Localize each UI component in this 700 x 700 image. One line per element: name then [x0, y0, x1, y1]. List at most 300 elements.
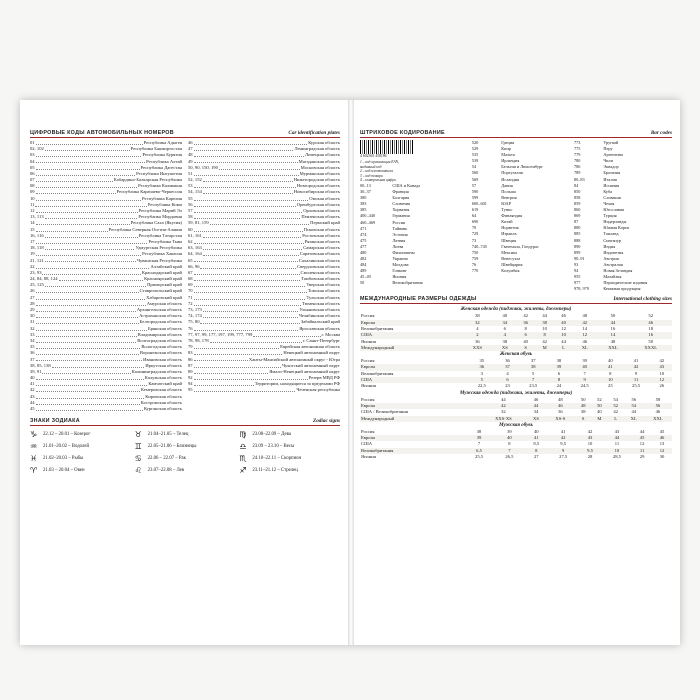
size-value: 41 [525, 435, 548, 441]
code-value: 83 [188, 350, 193, 356]
size-value: XXS-XS [481, 416, 527, 422]
dot-leader [35, 206, 146, 207]
region-name: Чеченская республика [296, 387, 340, 393]
barcode-country: Тунис [501, 207, 513, 213]
dot-leader [36, 299, 146, 300]
barcode-country: Венгрия [501, 194, 517, 200]
size-table [360, 313, 672, 351]
region-name: Астраханская область [139, 313, 182, 319]
dot-leader [45, 237, 138, 238]
code-value: 10 [30, 195, 35, 201]
size-table [360, 358, 672, 389]
zodiac-sign-icon: ♊ [134, 442, 142, 452]
barcode-prefix: 619 [471, 207, 479, 213]
dot-leader [194, 354, 283, 355]
region-name: Новосибирская область [293, 189, 340, 195]
size-value: 42 [481, 403, 527, 409]
dot-leader [36, 398, 145, 399]
size-value: 41 [600, 364, 620, 370]
dot-leader [194, 231, 303, 232]
barcode-list-1 [360, 183, 468, 287]
size-value: 23 [505, 383, 510, 389]
booklet-spread [20, 100, 680, 645]
code-value: 52, 152 [188, 177, 202, 183]
dot-leader [203, 237, 301, 238]
size-value: 24,5 [580, 383, 589, 389]
dot-leader [194, 175, 299, 176]
dot-leader [36, 212, 138, 213]
size-value: XL [573, 345, 596, 351]
zodiac-item [30, 466, 131, 475]
size-country: Япония [361, 338, 376, 344]
size-value: XXXL [629, 345, 672, 351]
barcode-country: Таиланд [603, 231, 619, 237]
barcode-prefix: 599 [471, 194, 479, 200]
zodiac-item [30, 430, 131, 439]
zodiac-dates: 22.06 – 22.07 – Рак [147, 456, 186, 462]
code-value: 75, 80 [188, 319, 200, 325]
size-value: 13 [659, 441, 665, 447]
dot-leader [36, 243, 148, 244]
barcode-prefix: 786 [573, 164, 581, 170]
size-value: 11 [632, 448, 652, 454]
size-value: 22,5 [477, 383, 486, 389]
size-value: 9 [634, 370, 638, 376]
code-value: 03 [30, 152, 35, 158]
dot-leader [36, 156, 142, 157]
region-name: Иркутская область [145, 362, 182, 368]
code-value: 26 [30, 288, 35, 294]
barcode-country: Нидерланды [603, 219, 627, 225]
zodiac-item [239, 430, 340, 439]
size-country: Россия [361, 396, 375, 402]
barcode-prefix: 474 [360, 231, 367, 237]
region-name: Мурманская область [299, 170, 340, 176]
right-page [360, 130, 672, 460]
barcode-legend [360, 160, 468, 183]
size-value: 37 [530, 358, 536, 364]
code-value: 21, 121 [30, 257, 44, 263]
code-value: 77, 97, 99, 177, 197, 199, 777, 799 [188, 331, 253, 337]
barcode-country: Австрия [603, 255, 619, 261]
size-value: 38 [518, 364, 549, 370]
code-value: 07 [30, 177, 35, 183]
size-country: Великобритания [360, 448, 464, 454]
region-name: Республика Северная Осетия-Алания [108, 226, 182, 232]
region-name: Ставропольский край [139, 288, 182, 294]
dot-leader [194, 299, 306, 300]
barcode-country: Латвия [392, 237, 406, 243]
barcode-prefix: 400–440 [360, 213, 376, 219]
barcode-country: Норвегия [501, 225, 519, 231]
barcode-country: ЮАР [501, 200, 512, 206]
barcode-prefix: 770 [471, 267, 479, 273]
barcode-country: Чехия [603, 200, 615, 206]
size-value: 40 [554, 320, 573, 326]
region-name: Брянская область [148, 325, 182, 331]
region-name: Республика Карачаево-Черкессия [116, 189, 182, 195]
region-name: Тамбовская область [301, 276, 340, 282]
barcode-country: Книжная продукция [603, 286, 641, 292]
clothing-sizes-section [360, 296, 672, 460]
region-name: Курганская область [143, 406, 182, 412]
code-value: 29 [30, 307, 35, 313]
barcode-prefix: 600–601 [471, 200, 487, 206]
size-value: XXL [644, 416, 672, 422]
barcode-country: Россия [392, 219, 405, 225]
car-codes-table [30, 140, 340, 412]
code-value: 24, 84, 88, 124 [30, 276, 58, 282]
size-value: 45 [659, 428, 665, 434]
size-value: 46 [561, 313, 566, 319]
zodiac-item [135, 466, 236, 475]
size-value: 42 [613, 409, 618, 415]
barcode-prefix: 380 [360, 195, 367, 201]
code-value: 46 [188, 140, 193, 145]
barcode-prefix: 740–745 [471, 243, 487, 249]
size-value: 6,5 [464, 448, 494, 454]
size-value: 28,5 [612, 453, 621, 459]
dot-leader [45, 249, 135, 250]
code-value: 14 [30, 220, 35, 226]
barcode-prefix: 869 [573, 213, 581, 219]
size-value: 41 [560, 428, 566, 434]
dot-leader [219, 169, 300, 170]
size-value: 46 [652, 435, 672, 441]
dot-leader [59, 280, 144, 281]
region-name: Волгоградская область [137, 338, 182, 343]
size-value: 44 [501, 396, 506, 402]
barcodes-table [360, 140, 672, 292]
size-value: 8,5 [533, 441, 540, 447]
zodiac-item [30, 442, 131, 451]
size-value: 23,5 [529, 383, 538, 389]
region-name: Республика Хакасия [142, 251, 182, 257]
dot-leader [203, 317, 298, 318]
dot-leader [194, 150, 294, 151]
barcode-country: Сингапур [603, 237, 622, 243]
barcode-prefix: 93 [573, 261, 579, 267]
dot-leader [194, 274, 300, 275]
barcode-prefix: 775 [573, 146, 581, 152]
zodiac-item [239, 454, 340, 463]
code-value: 65 [188, 257, 193, 263]
barcode-country: Швейцария [501, 261, 523, 267]
code-value: 38, 85, 138 [30, 362, 51, 368]
barcode-prefix: 899 [573, 249, 581, 255]
barcode-prefix: 850 [573, 188, 581, 194]
barcode-country: Великобритания [392, 280, 423, 286]
barcode-country: Болгария [392, 195, 410, 201]
size-value: XS-S [546, 416, 575, 422]
region-name: Республика Алтай [146, 158, 182, 164]
size-value: XS [526, 416, 545, 422]
dot-leader [194, 187, 296, 188]
code-value: 58 [188, 214, 193, 220]
size-value: 10 [602, 448, 632, 454]
dot-leader [194, 385, 254, 386]
size-value: 48 [610, 338, 616, 344]
barcode-prefix: 50 [360, 280, 365, 286]
barcode-prefix: 890 [573, 243, 581, 249]
region-name: Оренбургская область [296, 201, 340, 207]
region-name: Приморский край [147, 282, 182, 288]
region-name: Ненецкий автономный округ [283, 350, 340, 356]
zodiac-sign-icon: ♓ [30, 454, 38, 464]
barcode-country: Словакия [603, 194, 621, 200]
barcode-prefix: 779 [573, 152, 581, 158]
barcode-country: Эквадор [603, 164, 619, 170]
dot-leader [36, 348, 141, 349]
dot-leader [42, 274, 140, 275]
size-value: 41 [633, 358, 639, 364]
code-value: 01 [30, 140, 35, 145]
region-name: Республика Мордовия [138, 214, 182, 220]
region-name: Белгородская область [139, 319, 182, 325]
region-name: Хабаровский край [146, 294, 182, 300]
code-row [30, 406, 182, 412]
size-country: Великобритания [361, 370, 394, 376]
code-value: 06 [30, 170, 35, 176]
barcode-sample [360, 140, 468, 158]
size-country: Япония [361, 453, 376, 459]
barcode-prefix: 477 [360, 243, 367, 249]
code-value: 45 [30, 406, 35, 412]
barcode-prefix: 30–37 [360, 189, 371, 195]
size-value: 44 [639, 428, 645, 434]
barcode-prefix: 80–83 [573, 176, 585, 182]
zodiac-dates: 21.02–20.03 – Рыбы [43, 456, 84, 462]
dot-leader [36, 404, 140, 405]
size-value: XL [624, 416, 644, 422]
region-name: Республика Ингушетия [136, 170, 182, 176]
region-name: Орловская область [303, 208, 340, 214]
size-country: США / Великобритания [361, 409, 408, 415]
barcode-country: Франция [392, 189, 409, 195]
dot-leader [194, 212, 303, 213]
code-value: 30 [30, 313, 35, 319]
barcode-country: Перу [603, 146, 613, 152]
zodiac-title-en: Zodiac signs [313, 418, 340, 425]
code-value: 72 [188, 300, 193, 306]
barcode-country: Дания [501, 182, 513, 188]
code-value: 67 [188, 269, 193, 275]
barcode-country: Испания [603, 182, 620, 188]
code-value: 92 [188, 375, 193, 381]
region-name: Ульяновская область [299, 307, 340, 313]
code-value: 70 [188, 288, 193, 294]
size-value: 27 [533, 453, 539, 459]
barcode-prefix: 480 [360, 250, 367, 255]
barcode-row [574, 286, 672, 292]
size-value: 39 [464, 435, 494, 441]
size-group-title: Мужская одежда (пиджаки, жилеты, джемперы) [459, 390, 573, 396]
size-value: 4 [506, 370, 509, 376]
barcode-prefix: 535 [471, 152, 479, 158]
barcode-prefix: 729 [471, 231, 479, 237]
barcode-country: Мальта [501, 152, 515, 158]
code-value: 22 [30, 263, 35, 269]
barcodes-title: ШТРИХОВОЕ КОДИРОВАНИЕ [360, 130, 445, 136]
dot-leader [36, 187, 138, 188]
size-value: 42 [548, 435, 578, 441]
size-value: 7 [494, 448, 524, 454]
size-country: Россия [361, 358, 375, 364]
barcode-country: Филиппины [392, 250, 415, 255]
size-value: 10 [554, 332, 573, 338]
size-value: 50 [648, 338, 653, 344]
region-name: Челябинская область [298, 313, 340, 319]
barcode-prefix: 70 [471, 225, 477, 231]
size-country: Европа [360, 435, 464, 441]
dot-leader [194, 280, 300, 281]
zodiac-dates: 22.05–21.06 – Близнецы [147, 444, 197, 450]
dot-leader [194, 243, 304, 244]
code-value: 53 [188, 183, 193, 189]
code-value: 18, 118 [30, 245, 44, 251]
dot-leader [194, 367, 281, 368]
barcode-country: Польша [501, 188, 516, 194]
size-value: 46 [582, 338, 588, 344]
size-group-title: Женская одежда (пиджаки, жилеты, джемперы) [460, 307, 572, 313]
page-gutter [348, 100, 354, 645]
code-value: 68 [188, 276, 193, 282]
size-value: 4 [476, 325, 479, 331]
barcode-prefix: 84 [573, 182, 579, 188]
region-name: г. Санкт-Петербург [302, 338, 340, 343]
code-value: 12 [30, 208, 35, 214]
code-value: 42 [30, 387, 35, 393]
barcode-country: Греция [501, 140, 515, 145]
dot-leader [45, 286, 146, 287]
sizes-header [360, 296, 672, 304]
barcode-prefix: 00–13 [360, 182, 371, 188]
dot-leader [194, 218, 301, 219]
barcode-country: Периодические издания [603, 280, 648, 286]
size-value: 52 [597, 396, 602, 402]
code-value: 15 [30, 226, 35, 232]
region-name: Костромская область [140, 399, 182, 405]
size-value: 8 [508, 441, 511, 447]
barcode-country: Исландия [501, 176, 520, 182]
barcodes-column-2 [472, 140, 570, 292]
size-country: США [360, 332, 461, 338]
code-value: 55 [188, 195, 193, 201]
size-value: 43 [614, 428, 620, 434]
size-value: 36 [558, 409, 563, 415]
barcode-country: Малайзия [603, 274, 622, 280]
size-value: 39 [549, 364, 569, 370]
region-name: Республика Дагестан [140, 164, 182, 170]
zodiac-item [135, 454, 236, 463]
region-name: Томская область [307, 288, 340, 294]
code-value: 69 [188, 282, 193, 288]
dot-leader [194, 348, 279, 349]
dot-leader [36, 391, 140, 392]
dot-leader [36, 410, 143, 411]
dot-leader [200, 268, 295, 269]
zodiac-sign-icon: ♉ [134, 430, 142, 440]
barcode-prefix: 529 [471, 146, 479, 152]
zodiac-dates: 23.07–22.08 – Лев [147, 468, 185, 474]
barcode-prefix: 520 [471, 140, 479, 145]
zodiac-item [239, 466, 340, 475]
region-name: Алтайский край [150, 263, 182, 269]
region-name: Красноярский край [144, 276, 182, 282]
dot-leader [36, 292, 139, 293]
size-value: 34 [494, 320, 517, 326]
code-value: 71 [188, 294, 193, 300]
size-value: 18 [648, 325, 653, 331]
barcode-country: Италия [603, 176, 617, 182]
barcode-country: Аргентина [603, 152, 623, 158]
region-name: Республика Карелия [142, 195, 182, 201]
region-name: Республика Тыва [148, 239, 182, 244]
code-row [188, 388, 340, 394]
barcode-prefix: 888 [573, 237, 581, 243]
dot-leader [36, 144, 143, 145]
size-value: 42 [523, 313, 528, 319]
size-value: 6 [557, 370, 561, 376]
code-value: 31 [30, 319, 35, 325]
region-name: Владимирская область [137, 331, 182, 337]
size-value: 8 [524, 325, 527, 331]
barcode-country: Ирландия [501, 158, 520, 164]
size-value: 12 [652, 448, 672, 454]
region-name: Пензенская область [301, 214, 340, 220]
zodiac-dates: 21.04–21.05 – Телец [147, 432, 189, 438]
region-name: Смоленская область [300, 269, 340, 275]
size-value: 28 [587, 453, 593, 459]
code-value: 09 [30, 189, 35, 195]
dot-leader [36, 360, 143, 361]
size-value: 40 [533, 428, 539, 434]
region-name: Кемеровская область [140, 387, 182, 393]
dot-leader [36, 323, 139, 324]
barcode-country: Финляндия [501, 213, 523, 219]
barcode-country: Индонезия [603, 249, 624, 255]
barcode-country: Португалия [501, 170, 523, 176]
region-name: Территории, находящиеся за пределами РФ [254, 381, 340, 387]
size-value: 50 [610, 313, 616, 319]
size-value: 44 [561, 338, 566, 344]
size-value: 26 [659, 383, 665, 389]
size-value: 42 [587, 428, 593, 434]
region-name: Тульская область [306, 294, 340, 300]
size-country: Россия [361, 313, 375, 319]
barcode-prefix: 484 [360, 262, 367, 268]
dot-leader [194, 261, 298, 262]
barcode-country: Новая Зеландия [603, 267, 633, 273]
code-value: 62 [188, 239, 193, 244]
barcode-country: Украина [392, 256, 408, 262]
code-value: 23, 93 [30, 269, 42, 275]
size-value: 16 [629, 332, 672, 338]
barcode-prefix: 690 [471, 219, 479, 225]
code-value: 66, 96 [188, 263, 200, 269]
barcode-country: Хорватия [392, 207, 410, 213]
region-name: Саратовская область [299, 251, 340, 257]
size-value: 8 [535, 332, 554, 338]
code-value: 79 [188, 344, 193, 350]
code-value: 05 [30, 164, 35, 170]
size-value: 6 [497, 377, 517, 383]
size-table [360, 397, 672, 422]
region-name: Калининградская область [131, 368, 182, 374]
region-name: Нижегородская область [293, 177, 340, 183]
size-country: Япония [361, 383, 376, 389]
size-value: 7 [518, 377, 549, 383]
